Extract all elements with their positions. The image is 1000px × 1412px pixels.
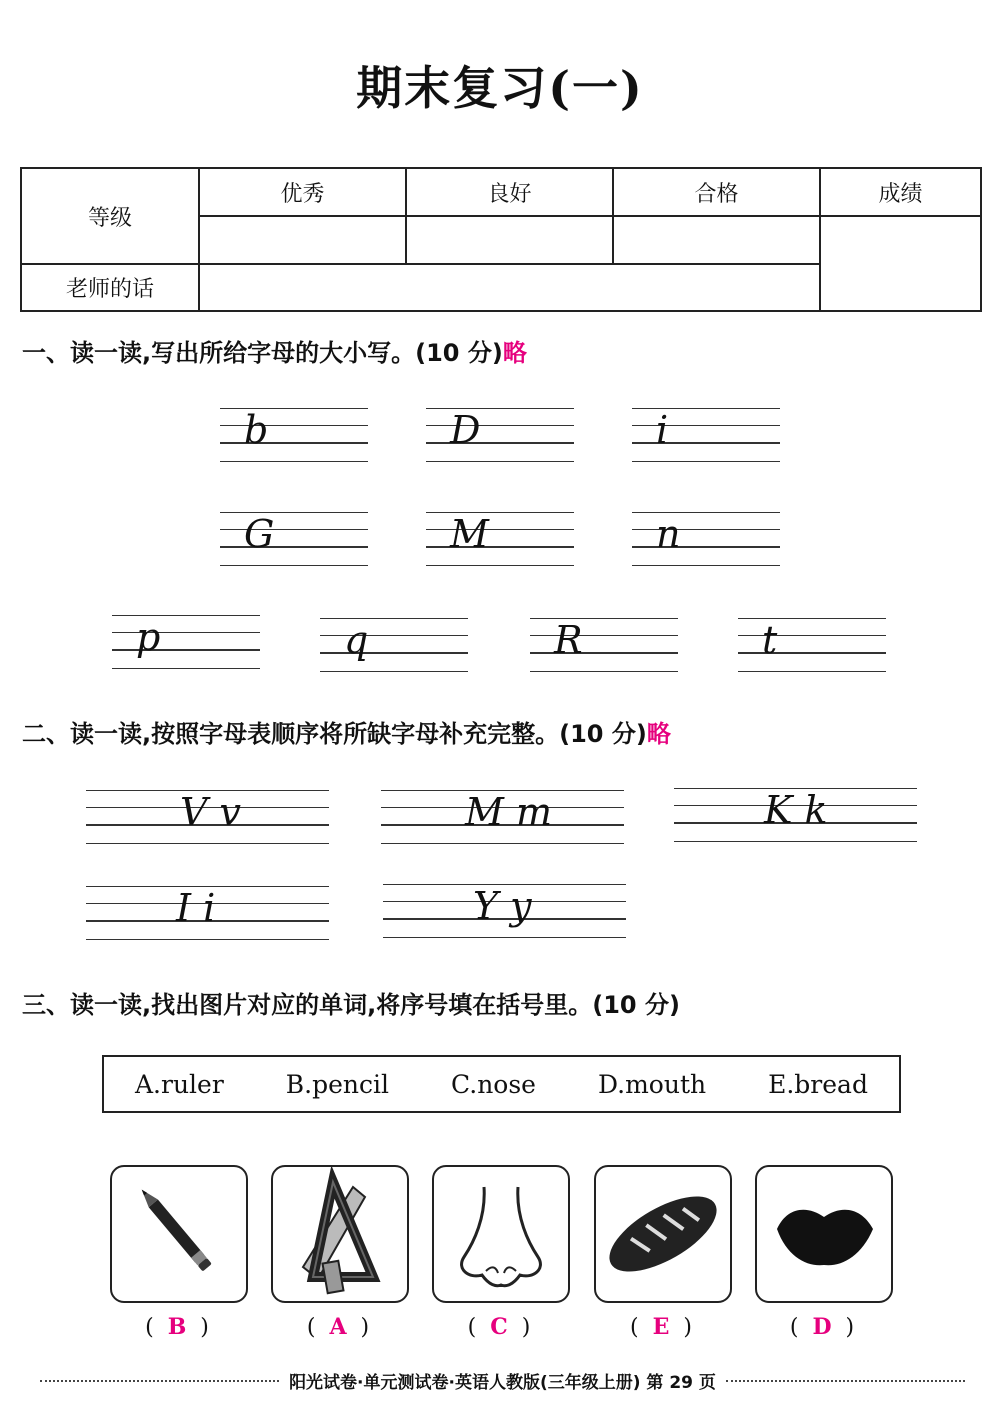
grade-score-cell[interactable] xyxy=(820,216,981,311)
handwritten-letter: p xyxy=(136,615,161,659)
base-line xyxy=(426,546,574,548)
base-line xyxy=(112,649,260,651)
letter-line-2[interactable] xyxy=(426,408,574,462)
section3-title: 三、读一读,找出图片对应的单词,将序号填在括号里。(10 分) xyxy=(22,991,680,1019)
base-line xyxy=(738,652,886,654)
letter-line-10[interactable] xyxy=(738,618,886,672)
handwritten-letter: D xyxy=(450,408,481,452)
picture-card-1 xyxy=(110,1165,248,1303)
grade-good-header: 良好 xyxy=(406,168,613,216)
answer-1-value[interactable]: B xyxy=(167,1314,187,1340)
grade-table xyxy=(20,167,982,312)
answer-1: ( B ) xyxy=(145,1314,209,1340)
guide-line xyxy=(426,529,574,530)
base-line xyxy=(632,442,780,444)
grade-pass-header: 合格 xyxy=(613,168,820,216)
guide-line xyxy=(632,529,780,530)
letter-line-9[interactable] xyxy=(530,618,678,672)
handwritten-letter: K k xyxy=(764,788,828,832)
footer-dots-right xyxy=(726,1380,965,1382)
section1-title-text: 一、读一读,写出所给字母的大小写。(10 分) xyxy=(22,339,503,367)
page-title: 期末复习(一) xyxy=(356,61,644,115)
answer-4-value[interactable]: E xyxy=(652,1314,670,1340)
guide-line xyxy=(320,635,468,636)
mouth-icon xyxy=(757,1167,891,1301)
guide-line xyxy=(738,635,886,636)
section2-note: 略 xyxy=(646,720,671,748)
alphabet-line-4[interactable] xyxy=(86,886,329,940)
section2-title-text: 二、读一读,按照字母表顺序将所缺字母补充完整。(10 分) xyxy=(22,720,647,748)
picture-card-5 xyxy=(755,1165,893,1303)
handwritten-letter: b xyxy=(244,408,269,452)
grade-excellent-header: 优秀 xyxy=(199,168,406,216)
handwritten-letter: V v xyxy=(180,790,241,834)
picture-card-4 xyxy=(594,1165,732,1303)
option-c: C.nose xyxy=(451,1069,536,1099)
footer-dots-left xyxy=(40,1380,279,1382)
answer-5-value[interactable]: D xyxy=(812,1314,832,1340)
option-b: B.pencil xyxy=(285,1069,390,1099)
handwritten-letter: M xyxy=(450,512,489,556)
nose-icon xyxy=(434,1167,568,1301)
handwritten-letter: I i xyxy=(176,886,216,930)
ruler-icon xyxy=(273,1167,407,1301)
base-line xyxy=(632,546,780,548)
answer-3: ( C ) xyxy=(467,1314,531,1340)
picture-card-2 xyxy=(271,1165,409,1303)
option-e: E.bread xyxy=(768,1069,868,1099)
guide-line xyxy=(530,635,678,636)
base-line xyxy=(426,442,574,444)
section2-title xyxy=(22,714,671,749)
footer xyxy=(30,1368,975,1393)
letter-line-3[interactable] xyxy=(632,408,780,462)
option-d: D.mouth xyxy=(597,1069,707,1099)
picture-card-3 xyxy=(432,1165,570,1303)
base-line xyxy=(220,546,368,548)
grade-good-cell[interactable] xyxy=(406,216,613,264)
grade-pass-cell[interactable] xyxy=(613,216,820,264)
answer-3-value[interactable]: C xyxy=(490,1314,508,1340)
handwritten-letter: R xyxy=(554,618,583,662)
base-line xyxy=(530,652,678,654)
answer-5: ( D ) xyxy=(789,1314,855,1340)
alphabet-line-2[interactable] xyxy=(381,790,624,844)
guide-line xyxy=(220,529,368,530)
alphabet-line-3[interactable] xyxy=(674,788,917,842)
guide-line xyxy=(632,425,780,426)
answer-2-value[interactable]: A xyxy=(329,1314,347,1340)
guide-line xyxy=(112,632,260,633)
grade-score-header: 成绩 xyxy=(820,168,981,216)
base-line xyxy=(320,652,468,654)
pencil-icon xyxy=(112,1167,246,1301)
option-a: A.ruler xyxy=(135,1069,224,1099)
footer-text: 阳光试卷·单元测试卷·英语人教版(三年级上册) 第 29 页 xyxy=(289,1373,716,1393)
guide-line xyxy=(220,425,368,426)
handwritten-letter: q xyxy=(344,618,369,662)
letter-line-7[interactable] xyxy=(112,615,260,669)
section1-title xyxy=(22,333,527,368)
teacher-comment-label: 老师的话 xyxy=(21,264,199,311)
grade-level-label: 等级 xyxy=(21,168,199,264)
base-line xyxy=(220,442,368,444)
alphabet-line-5[interactable] xyxy=(383,884,626,938)
alphabet-line-1[interactable] xyxy=(86,790,329,844)
letter-line-1[interactable] xyxy=(220,408,368,462)
section1-note: 略 xyxy=(502,339,527,367)
handwritten-letter: G xyxy=(244,512,275,556)
letter-line-6[interactable] xyxy=(632,512,780,566)
grade-excellent-cell[interactable] xyxy=(199,216,406,264)
word-options-box xyxy=(102,1055,901,1113)
handwritten-letter: Y y xyxy=(473,884,532,928)
answer-2: ( A ) xyxy=(306,1314,370,1340)
bread-icon xyxy=(596,1167,730,1301)
teacher-comment-cell[interactable] xyxy=(199,264,820,311)
handwritten-letter: i xyxy=(656,408,669,452)
handwritten-letter: M m xyxy=(465,790,553,834)
answer-4: ( E ) xyxy=(630,1314,692,1340)
letter-line-8[interactable] xyxy=(320,618,468,672)
guide-line xyxy=(426,425,574,426)
letter-line-4[interactable] xyxy=(220,512,368,566)
handwritten-letter: n xyxy=(656,512,681,556)
letter-line-5[interactable] xyxy=(426,512,574,566)
handwritten-letter: t xyxy=(762,618,778,662)
